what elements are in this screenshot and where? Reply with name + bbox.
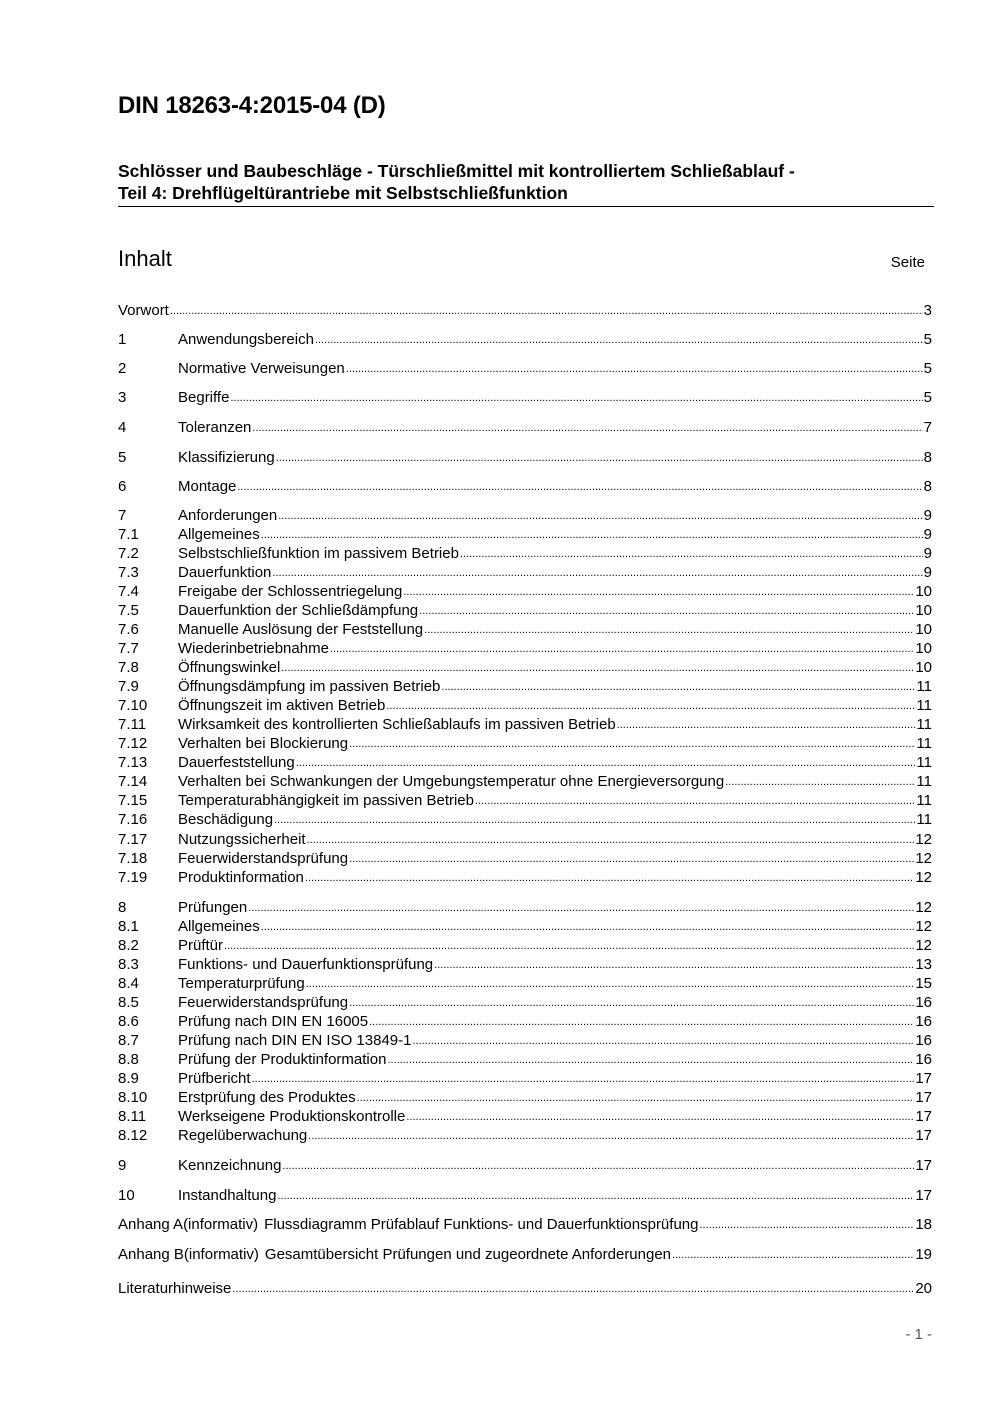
toc-entry-title: Prüfung nach DIN EN 16005 [178, 1013, 369, 1030]
toc-entry-title: Beschädigung [178, 811, 274, 828]
toc-entry-page: 17 [915, 1108, 932, 1125]
title-divider [118, 206, 934, 207]
toc-entry[interactable] [118, 525, 932, 544]
toc-entry-title: Wirksamkeit des kontrollierten Schließablaufs im passiven Betrieb [178, 716, 616, 733]
toc-entry[interactable] [118, 810, 932, 829]
toc-entry[interactable] [118, 753, 932, 772]
toc-entry-title: Erstprüfung des Produktes [178, 1089, 356, 1106]
toc-entry-page: 16 [915, 994, 932, 1011]
toc-entry-page: 10 [915, 583, 932, 600]
toc-heading: Inhalt [118, 246, 172, 271]
toc-entry[interactable] [118, 582, 932, 601]
toc-leader-dots [308, 1125, 914, 1146]
toc-leader-dots [475, 790, 915, 811]
toc-entry-number: 8.7 [118, 1032, 139, 1049]
toc-entry-title: Dauerfunktion [178, 564, 272, 581]
toc-entry-number: 7.19 [118, 869, 148, 886]
toc-entry[interactable] [118, 791, 932, 810]
toc-entry[interactable] [118, 677, 932, 696]
toc-leader-dots [224, 935, 914, 956]
toc-entry[interactable] [118, 1088, 932, 1107]
toc-leader-dots [261, 916, 915, 937]
toc-entry-page: 19 [915, 1246, 932, 1263]
toc-leader-dots [252, 417, 922, 438]
toc-entry-title: Feuerwiderstandsprüfung [178, 994, 349, 1011]
toc-entry-page: 7 [923, 419, 932, 436]
toc-entry[interactable] [118, 1156, 932, 1175]
toc-entry-title: Produktinformation [178, 869, 304, 886]
toc-entry-title: Prüfungen [178, 899, 248, 916]
toc-entry-number: 7.12 [118, 735, 148, 752]
toc-leader-dots [281, 657, 914, 678]
toc-entry-page: 16 [915, 1032, 932, 1049]
toc-leader-dots [672, 1244, 914, 1265]
toc-entry-title: Gesamtübersicht Prüfungen und zugeordnete Anforderungen [264, 1246, 672, 1263]
toc-entry-number: 7.9 [118, 678, 139, 695]
document-title-line-1: Schlösser und Baubeschläge - Türschließmittel mit kontrolliertem Schließablauf - [118, 161, 795, 181]
toc-entry-title: Funktions- und Dauerfunktionsprüfung [178, 956, 434, 973]
toc-entry-number: 8.2 [118, 937, 139, 954]
toc-entry-number: 7.8 [118, 659, 139, 676]
toc-entry[interactable] [118, 1126, 932, 1145]
toc-leader-dots [307, 829, 915, 850]
toc-leader-dots [386, 695, 915, 716]
toc-entry-number: 7.13 [118, 754, 148, 771]
toc-entry-title: Verhalten bei Schwankungen der Umgebungstemperatur ohne Energieversorgung [178, 773, 725, 790]
toc-entry-number: 7.15 [118, 792, 148, 809]
toc-entry-title: Nutzungssicherheit [178, 831, 306, 848]
toc-entry-title: Verhalten bei Blockierung [178, 735, 349, 752]
toc-entry-number: 8.1 [118, 918, 139, 935]
toc-entry-page: 20 [915, 1280, 932, 1297]
toc-entry-title: Selbstschließfunktion im passivem Betrieb [178, 545, 459, 562]
toc-entry[interactable] [118, 388, 932, 407]
toc-entry[interactable] [118, 658, 932, 677]
toc-entry-title: Regelüberwachung [178, 1127, 308, 1144]
toc-entry-number: 7.18 [118, 850, 148, 867]
toc-entry[interactable] [118, 1050, 932, 1069]
toc-entry[interactable] [118, 1215, 932, 1234]
toc-entry-page: 9 [923, 564, 932, 581]
toc-entry[interactable] [118, 1279, 932, 1298]
toc-entry[interactable] [118, 1069, 932, 1088]
toc-entry-title: Prüfbericht [178, 1070, 251, 1087]
toc-entry-page: 9 [923, 526, 932, 543]
toc-leader-dots [276, 447, 923, 468]
toc-leader-dots [406, 1106, 914, 1127]
toc-entry-page: 11 [916, 697, 932, 714]
toc-entry-page: 12 [915, 918, 932, 935]
toc-entry[interactable] [118, 955, 932, 974]
toc-entry-number: 8.12 [118, 1127, 148, 1144]
toc-entry-number: 7.14 [118, 773, 148, 790]
toc-entry-page: 12 [915, 869, 932, 886]
toc-entry-page: 8 [923, 478, 932, 495]
toc-leader-dots [369, 1011, 914, 1032]
toc-leader-dots [725, 771, 915, 792]
toc-entry-page: 11 [916, 735, 932, 752]
toc-entry-number: 1 [118, 331, 127, 348]
toc-leader-dots [296, 752, 916, 773]
toc-entry-page: 17 [915, 1070, 932, 1087]
toc-entry[interactable] [118, 563, 932, 582]
toc-entry-title: Anforderungen [178, 507, 278, 524]
toc-leader-dots [346, 358, 923, 379]
toc-entry-title: Allgemeines [178, 918, 260, 935]
toc-entry-title: Dauerfunktion der Schließdämpfung [178, 602, 419, 619]
toc-entry-number: 7.16 [118, 811, 148, 828]
toc-entry[interactable] [118, 359, 932, 378]
toc-leader-dots [349, 733, 915, 754]
toc-entry-page: 10 [915, 640, 932, 657]
toc-entry-page: 9 [923, 545, 932, 562]
document-title [118, 160, 934, 204]
toc-entry-title: Manuelle Auslösung der Feststellung [178, 621, 424, 638]
toc-entry-title: Allgemeines [178, 526, 260, 543]
toc-entry-page: 12 [915, 850, 932, 867]
toc-leader-dots [248, 897, 914, 918]
toc-entry-title: Kennzeichnung [178, 1157, 282, 1174]
toc-entry-page: 5 [923, 389, 932, 406]
toc-entry-annex-label: Anhang B [118, 1246, 184, 1263]
toc-entry[interactable] [118, 639, 932, 658]
toc-entry[interactable] [118, 620, 932, 639]
toc-entry[interactable] [118, 418, 932, 437]
toc-entry-page: 13 [915, 956, 932, 973]
toc-entry-page: 11 [916, 811, 932, 828]
toc-entry-title: Anwendungsbereich [178, 331, 314, 348]
toc-page-column-label: Seite [890, 254, 925, 271]
toc-entry[interactable] [118, 601, 932, 620]
toc-entry-page: 12 [915, 831, 932, 848]
toc-entry-title: Flussdiagramm Prüfablauf Funktions- und Dauerfunktionsprüfung [264, 1216, 699, 1233]
toc-entry-number: 7.4 [118, 583, 139, 600]
toc-entry-title: Instandhaltung [178, 1187, 277, 1204]
toc-leader-dots [170, 300, 923, 321]
toc-leader-dots [278, 505, 922, 526]
toc-entry[interactable] [118, 993, 932, 1012]
toc-entry-title: Werkseigene Produktionskontrolle [178, 1108, 406, 1125]
toc-entry-number: 6 [118, 478, 127, 495]
toc-entry-number: 8.9 [118, 1070, 139, 1087]
toc-entry-annex-type: (informativ) [183, 1246, 259, 1263]
toc-leader-dots [277, 1185, 914, 1206]
toc-entry-number: 8.4 [118, 975, 139, 992]
toc-entry-number: 8.6 [118, 1013, 139, 1030]
toc-entry-annex-type: (informativ) [183, 1216, 259, 1233]
toc-entry-title: Öffnungswinkel [178, 659, 281, 676]
toc-leader-dots [387, 1049, 914, 1070]
toc-entry[interactable] [118, 448, 932, 467]
toc-entry-page: 5 [923, 331, 932, 348]
toc-entry[interactable] [118, 1031, 932, 1050]
toc-entry-title: Prüfung der Produktinformation [178, 1051, 387, 1068]
toc-entry[interactable] [118, 506, 932, 525]
toc-leader-dots [306, 973, 915, 994]
toc-entry-number: 8 [118, 899, 127, 916]
toc-entry[interactable] [118, 917, 932, 936]
toc-entry-number: 10 [118, 1187, 135, 1204]
toc-entry-page: 11 [916, 792, 932, 809]
toc-entry[interactable] [118, 1012, 932, 1031]
document-title-line-2: Teil 4: Drehflügeltürantriebe mit Selbstschließfunktion [118, 183, 568, 203]
toc-leader-dots [261, 524, 923, 545]
toc-entry-title: Öffnungsdämpfung im passiven Betrieb [178, 678, 441, 695]
page-number-footer: - 1 - [905, 1326, 932, 1343]
toc-entry-title: Normative Verweisungen [178, 360, 345, 377]
toc-entry-page: 11 [916, 716, 932, 733]
toc-entry-number: 3 [118, 389, 127, 406]
toc-entry[interactable] [118, 772, 932, 791]
toc-entry-page: 12 [915, 937, 932, 954]
toc-entry-number: 9 [118, 1157, 127, 1174]
toc-entry-number: 7.3 [118, 564, 139, 581]
toc-entry-number: 4 [118, 419, 127, 436]
toc-entry[interactable] [118, 898, 932, 917]
toc-entry-page: 17 [915, 1089, 932, 1106]
toc-leader-dots [403, 581, 914, 602]
toc-entry-page: 16 [915, 1013, 932, 1030]
toc-entry-number: 2 [118, 360, 127, 377]
toc-entry-page: 9 [923, 507, 932, 524]
toc-entry-title: Dauerfeststellung [178, 754, 295, 771]
toc-entry-title: Prüftür [178, 937, 224, 954]
toc-entry-number: 8.10 [118, 1089, 148, 1106]
toc-entry-number: 5 [118, 449, 127, 466]
toc-entry-number: 7.11 [118, 716, 147, 733]
toc-entry-page: 12 [915, 899, 932, 916]
toc-leader-dots [349, 848, 914, 869]
toc-leader-dots [232, 1278, 914, 1299]
toc-entry[interactable] [118, 1186, 932, 1205]
toc-entry-number: 8.8 [118, 1051, 139, 1068]
toc-entry[interactable] [118, 301, 932, 320]
toc-entry-page: 16 [915, 1051, 932, 1068]
toc-entry-page: 5 [923, 360, 932, 377]
toc-leader-dots [357, 1087, 915, 1108]
toc-leader-dots [412, 1030, 914, 1051]
toc-entry-number: 7.17 [118, 831, 148, 848]
toc-leader-dots [315, 329, 923, 350]
toc-entry-title: Feuerwiderstandsprüfung [178, 850, 349, 867]
toc-entry-number: 7.7 [118, 640, 139, 657]
toc-entry-page: 11 [916, 678, 932, 695]
toc-entry[interactable] [118, 974, 932, 993]
toc-leader-dots [460, 543, 923, 564]
toc-leader-dots [617, 714, 916, 735]
toc-entry-title: Vorwort [118, 302, 169, 319]
toc-entry-title: Montage [178, 478, 237, 495]
toc-leader-dots [330, 638, 914, 659]
toc-entry-number: 7.5 [118, 602, 139, 619]
toc-entry-title: Temperaturabhängigkeit im passiven Betrieb [178, 792, 474, 809]
toc-entry-page: 17 [915, 1187, 932, 1204]
toc-entry-page: 15 [915, 975, 932, 992]
toc-leader-dots [305, 867, 914, 888]
toc-leader-dots [237, 476, 922, 497]
document-number: DIN 18263-4:2015-04 (D) [118, 92, 386, 119]
toc-entry-page: 11 [916, 754, 932, 771]
toc-entry-title: Temperaturprüfung [178, 975, 305, 992]
toc-entry[interactable] [118, 1245, 932, 1264]
toc-leader-dots [419, 600, 914, 621]
toc-entry-title: Prüfung nach DIN EN ISO 13849-1 [178, 1032, 412, 1049]
toc-entry-title: Literaturhinweise [118, 1280, 232, 1297]
toc-entry[interactable] [118, 715, 932, 734]
toc-leader-dots [274, 809, 915, 830]
toc-entry-number: 7 [118, 507, 127, 524]
toc-leader-dots [349, 992, 914, 1013]
toc-entry-page: 10 [915, 659, 932, 676]
toc-leader-dots [699, 1214, 914, 1235]
toc-entry-page: 11 [916, 773, 932, 790]
toc-entry[interactable] [118, 1107, 932, 1126]
toc-entry-page: 10 [915, 602, 932, 619]
toc-entry-number: 8.3 [118, 956, 139, 973]
toc-entry[interactable] [118, 936, 932, 955]
toc-leader-dots [441, 676, 915, 697]
toc-leader-dots [424, 619, 914, 640]
toc-entry-number: 7.6 [118, 621, 139, 638]
toc-entry-title: Öffnungszeit im aktiven Betrieb [178, 697, 386, 714]
toc-entry[interactable] [118, 868, 932, 887]
toc-entry-page: 17 [915, 1127, 932, 1144]
toc-entry[interactable] [118, 734, 932, 753]
toc-entry[interactable] [118, 830, 932, 849]
toc-entry-page: 3 [923, 302, 932, 319]
toc-leader-dots [230, 387, 922, 408]
toc-entry-title: Freigabe der Schlossentriegelung [178, 583, 403, 600]
toc-entry[interactable] [118, 696, 932, 715]
toc-entry-page: 17 [915, 1157, 932, 1174]
toc-entry[interactable] [118, 849, 932, 868]
toc-entry-number: 7.2 [118, 545, 139, 562]
toc-entry-number: 8.11 [118, 1108, 147, 1125]
toc-entry[interactable] [118, 330, 932, 349]
toc-entry-annex-label: Anhang A [118, 1216, 184, 1233]
toc-entry[interactable] [118, 544, 932, 563]
toc-leader-dots [282, 1155, 914, 1176]
toc-entry-page: 8 [923, 449, 932, 466]
toc-leader-dots [252, 1068, 915, 1089]
toc-entry-page: 18 [915, 1216, 932, 1233]
toc-entry-title: Klassifizierung [178, 449, 275, 466]
toc-entry-number: 8.5 [118, 994, 139, 1011]
toc-entry-title: Toleranzen [178, 419, 252, 436]
toc-entry-number: 7.1 [118, 526, 139, 543]
toc-entry-page: 10 [915, 621, 932, 638]
toc-entry[interactable] [118, 477, 932, 496]
toc-leader-dots [434, 954, 914, 975]
toc-entry-title: Wiederinbetriebnahme [178, 640, 329, 657]
toc-entry-title: Begriffe [178, 389, 230, 406]
toc-leader-dots [272, 562, 922, 583]
toc-entry-number: 7.10 [118, 697, 148, 714]
